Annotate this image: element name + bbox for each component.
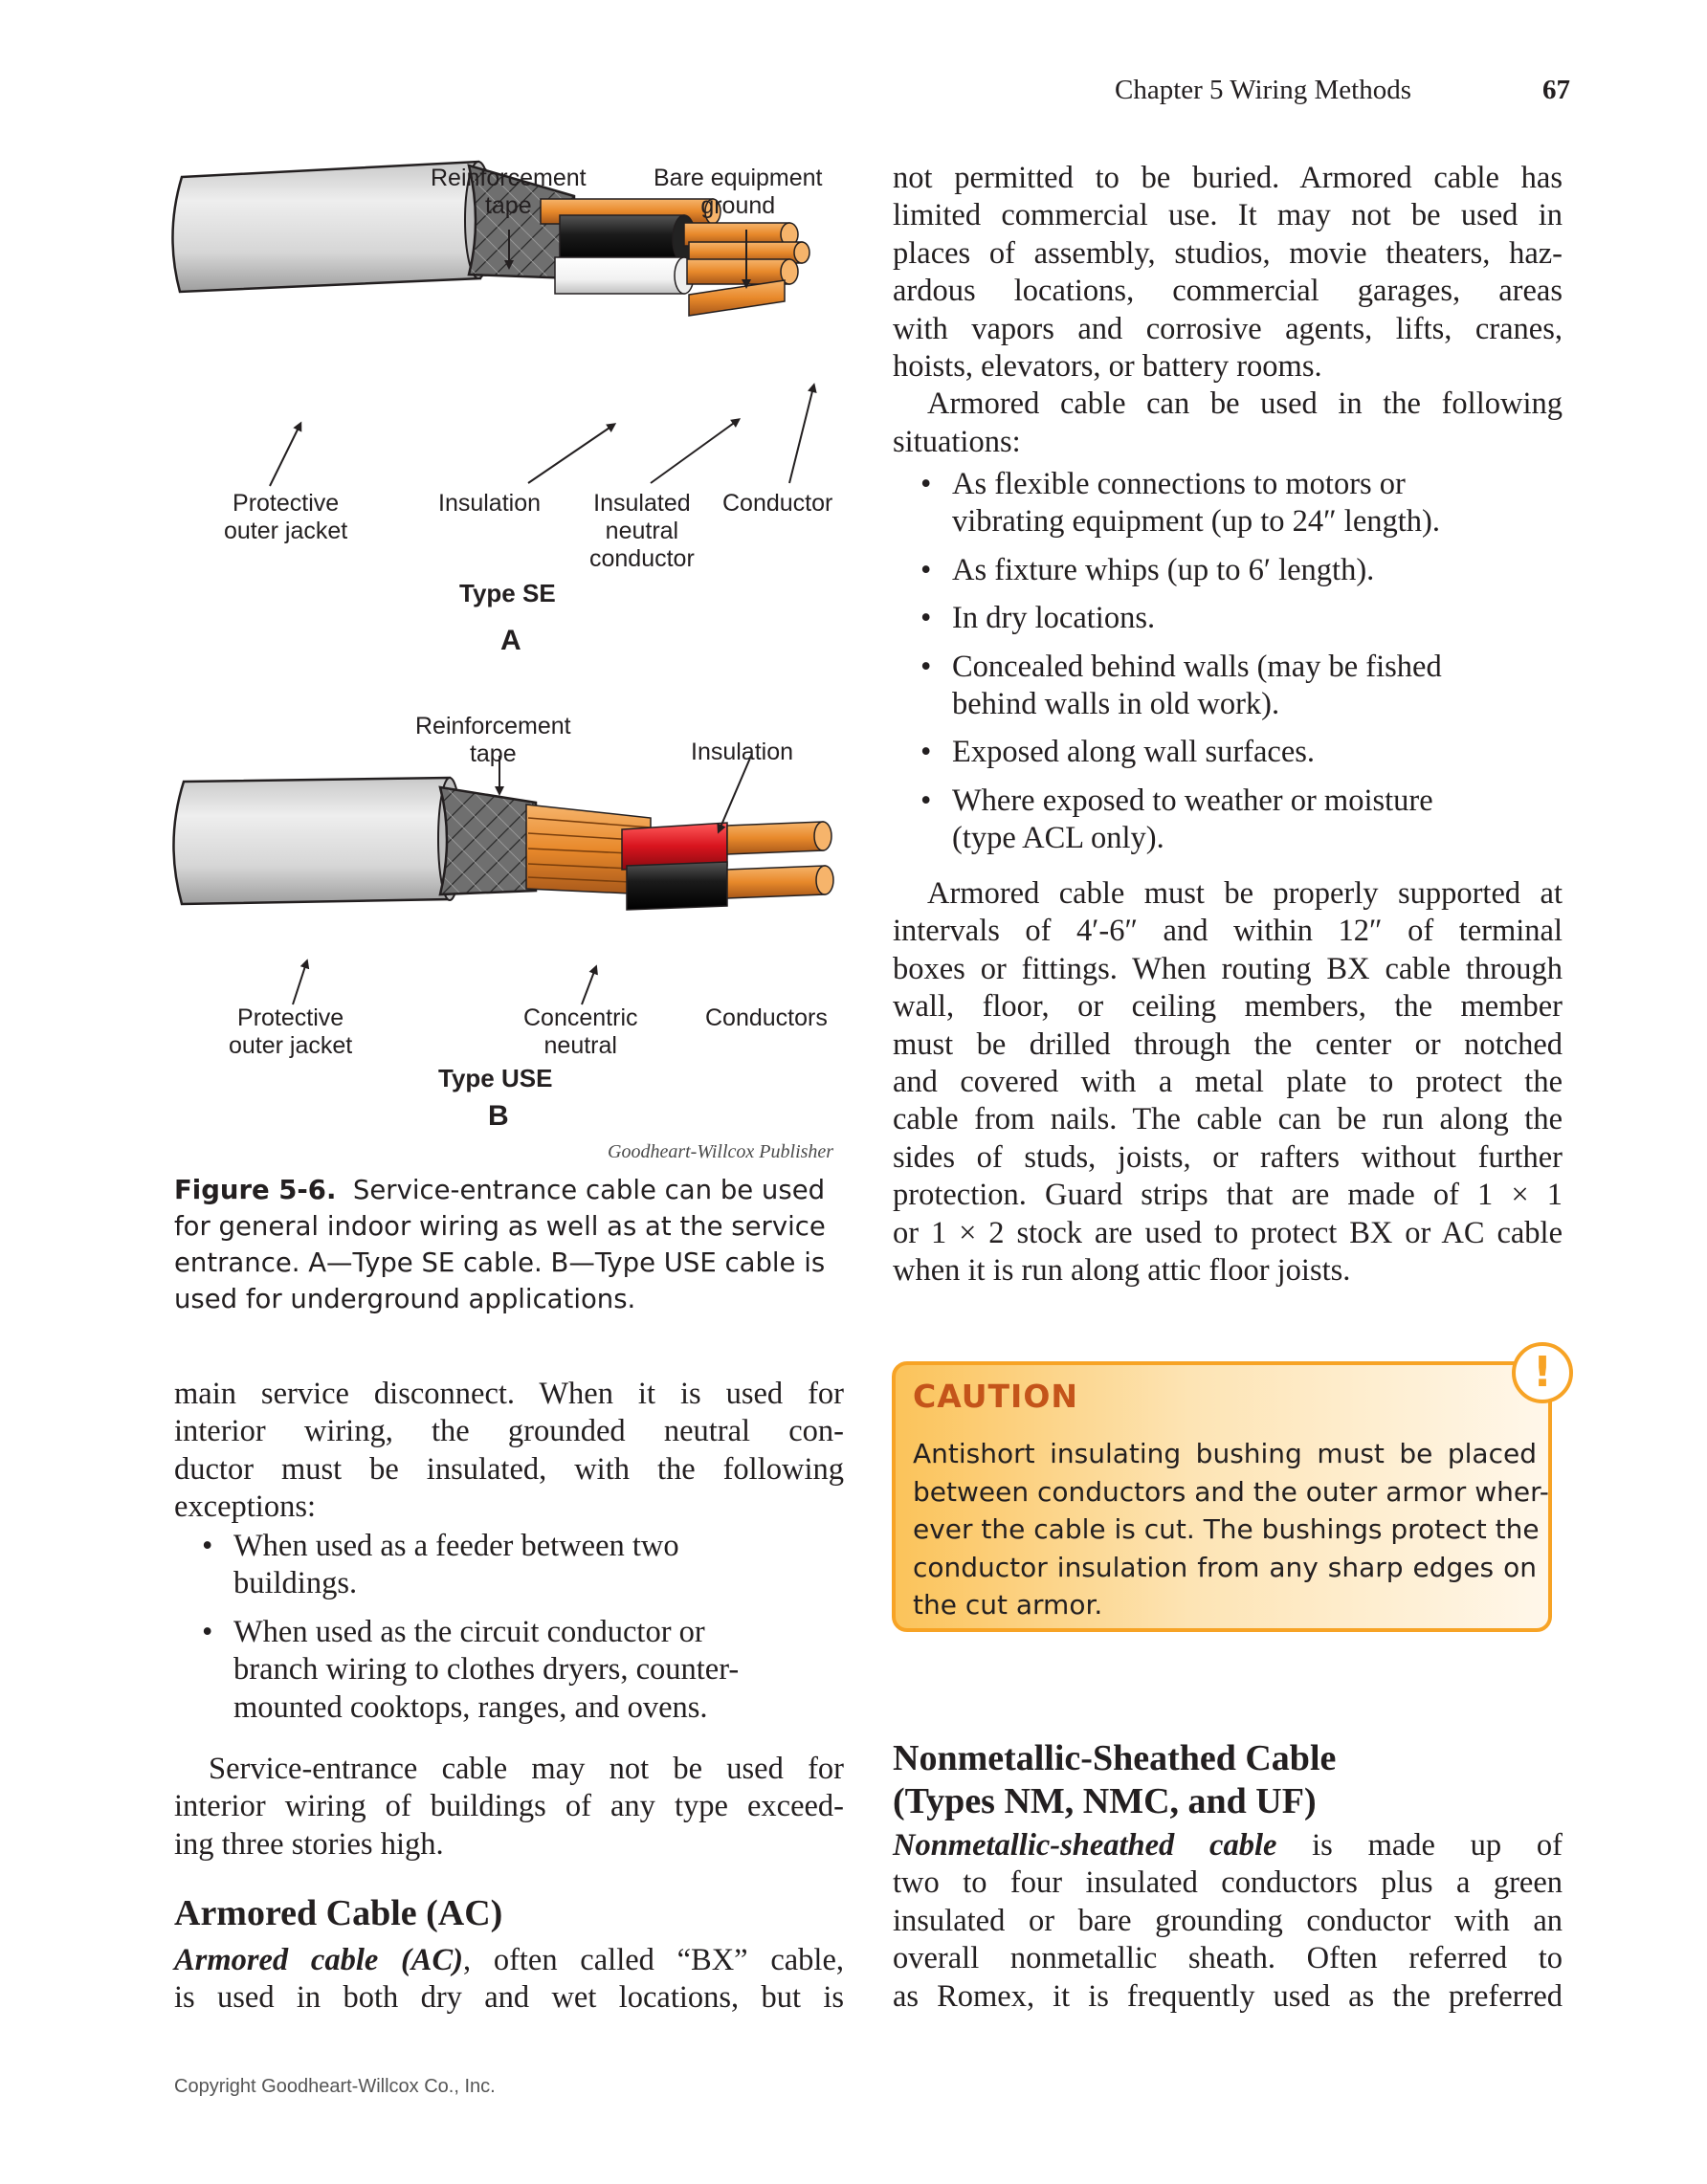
left-column-bullet-list (174, 1528, 844, 1737)
left-column-paragraph-2: Service-entrance cable may not be used for interior wiring of buildings of any type exceed- ing three stories high. (174, 1752, 844, 1862)
list-item: • Exposed along wall surfaces. (920, 735, 1316, 770)
list-item: • In dry locations. (920, 601, 1156, 636)
left-column-paragraph-1: main service disconnect. When it is used for interior wiring, the grounded neutral con- ductor must be insulated, with the following exceptions: (174, 1377, 844, 1525)
right-column-paragraph-support: Armored cable must be properly supported at intervals of 4′-6″ and within 12″ of terminal boxes or fittings. When routing BX cable through wall, floor, or ceiling members, the member must be drilled through the center or notched and covered with a metal plate to protect the cable from nails. The cable can be run along the sides of studs, joists, or rafters without further protection. Guard strips that are made of 1 × 1 or 1 × 2 stock are used to protect BX or AC cable when it is run along attic floor joists. (893, 876, 1563, 1289)
right-column-paragraph-1: not permitted to be buried. Armored cable has limited commercial use. It may not be used in places of assembly, studios, movie theaters, haz- ardous locations, commercial garages, areas with vapors and corrosive agents, lifts, cranes, hoists, elevators, or battery rooms. Armored cable can be used in the following situations: (893, 161, 1563, 459)
exclamation-icon: ! (1512, 1342, 1573, 1403)
label-a-bare-ground: Bare equipment ground (654, 165, 823, 219)
label-type-se: Type SE (459, 579, 556, 607)
caution-title: CAUTION (913, 1378, 1078, 1415)
running-head: Chapter 5 Wiring Methods (1115, 75, 1412, 105)
figure-caption: Figure 5-6. Service-entrance cable can be used for general indoor wiring as well as at the service entrance. A—Type SE cable. B—Type USE cable is used for underground applications. (174, 1175, 826, 1314)
list-item: • When used as the circuit conductor or branch wiring to clothes dryers, counter- mounted cooktops, ranges, and ovens. (202, 1614, 740, 1725)
label-b-protective-jacket: Protective outer jacket (229, 1004, 353, 1059)
label-a-reinforcement-tape: Reinforcement tape (431, 165, 587, 219)
label-b-conductors: Conductors (705, 1004, 828, 1031)
page-number: 67 (1542, 75, 1570, 105)
label-a-conductor: Conductor (722, 490, 833, 517)
heading-nonmetallic-cable: Nonmetallic-Sheathed Cable (Types NM, NMC, and UF) (893, 1738, 1337, 1821)
list-item: • When used as a feeder between two buildings. (202, 1529, 679, 1601)
cable-b-drawing (173, 778, 833, 910)
label-b-reinforcement-tape: Reinforcement tape (415, 713, 571, 767)
label-a-insulation: Insulation (438, 490, 542, 517)
label-type-use: Type USE (438, 1064, 553, 1092)
label-letter-b: B (488, 1100, 509, 1132)
figure-number: Figure 5-6. (174, 1175, 337, 1205)
list-item: • As fixture whips (up to 6′ length). (920, 552, 1375, 587)
list-item: • Where exposed to weather or moisture (type ACL only). (920, 783, 1433, 856)
right-column-bullet-list (893, 466, 1563, 869)
label-b-concentric-neutral: Concentric neutral (523, 1004, 638, 1059)
nonmetallic-cable-paragraph: Nonmetallic-sheathed cable is made up of two to four insulated conductors plus a green insulated or bare grounding conductor with an overall nonmetallic sheath. Often referred to as Romex, it is frequently used as the preferred (893, 1828, 1563, 2014)
armored-cable-paragraph: Armored cable (AC), often called “BX” cable, is used in both dry and wet locations, but is (174, 1943, 844, 2016)
heading-armored-cable: Armored Cable (AC) (174, 1893, 503, 1933)
term-armored-cable: Armored cable (AC) (174, 1943, 463, 1977)
list-item: • As flexible connections to motors or vibrating equipment (up to 24″ length). (920, 467, 1440, 540)
caution-text: Antishort insulating bushing must be placed between conductors and the outer armor wher- ever the cable is cut. The bushings protect the conductor insulation from any sharp edges on the cut armor. (913, 1438, 1549, 1621)
label-b-insulation: Insulation (691, 739, 794, 765)
label-a-protective-jacket: Protective outer jacket (224, 490, 348, 544)
label-a-insulated-neutral: Insulated neutral conductor (589, 490, 695, 572)
copyright-notice: Copyright Goodheart-Willcox Co., Inc. (174, 2076, 496, 2097)
label-letter-a: A (500, 625, 521, 656)
term-nonmetallic-cable: Nonmetallic-sheathed cable (893, 1828, 1277, 1863)
list-item: • Concealed behind walls (may be fished behind walls in old work). (920, 649, 1442, 722)
publisher-credit: Goodheart-Willcox Publisher (608, 1141, 834, 1162)
